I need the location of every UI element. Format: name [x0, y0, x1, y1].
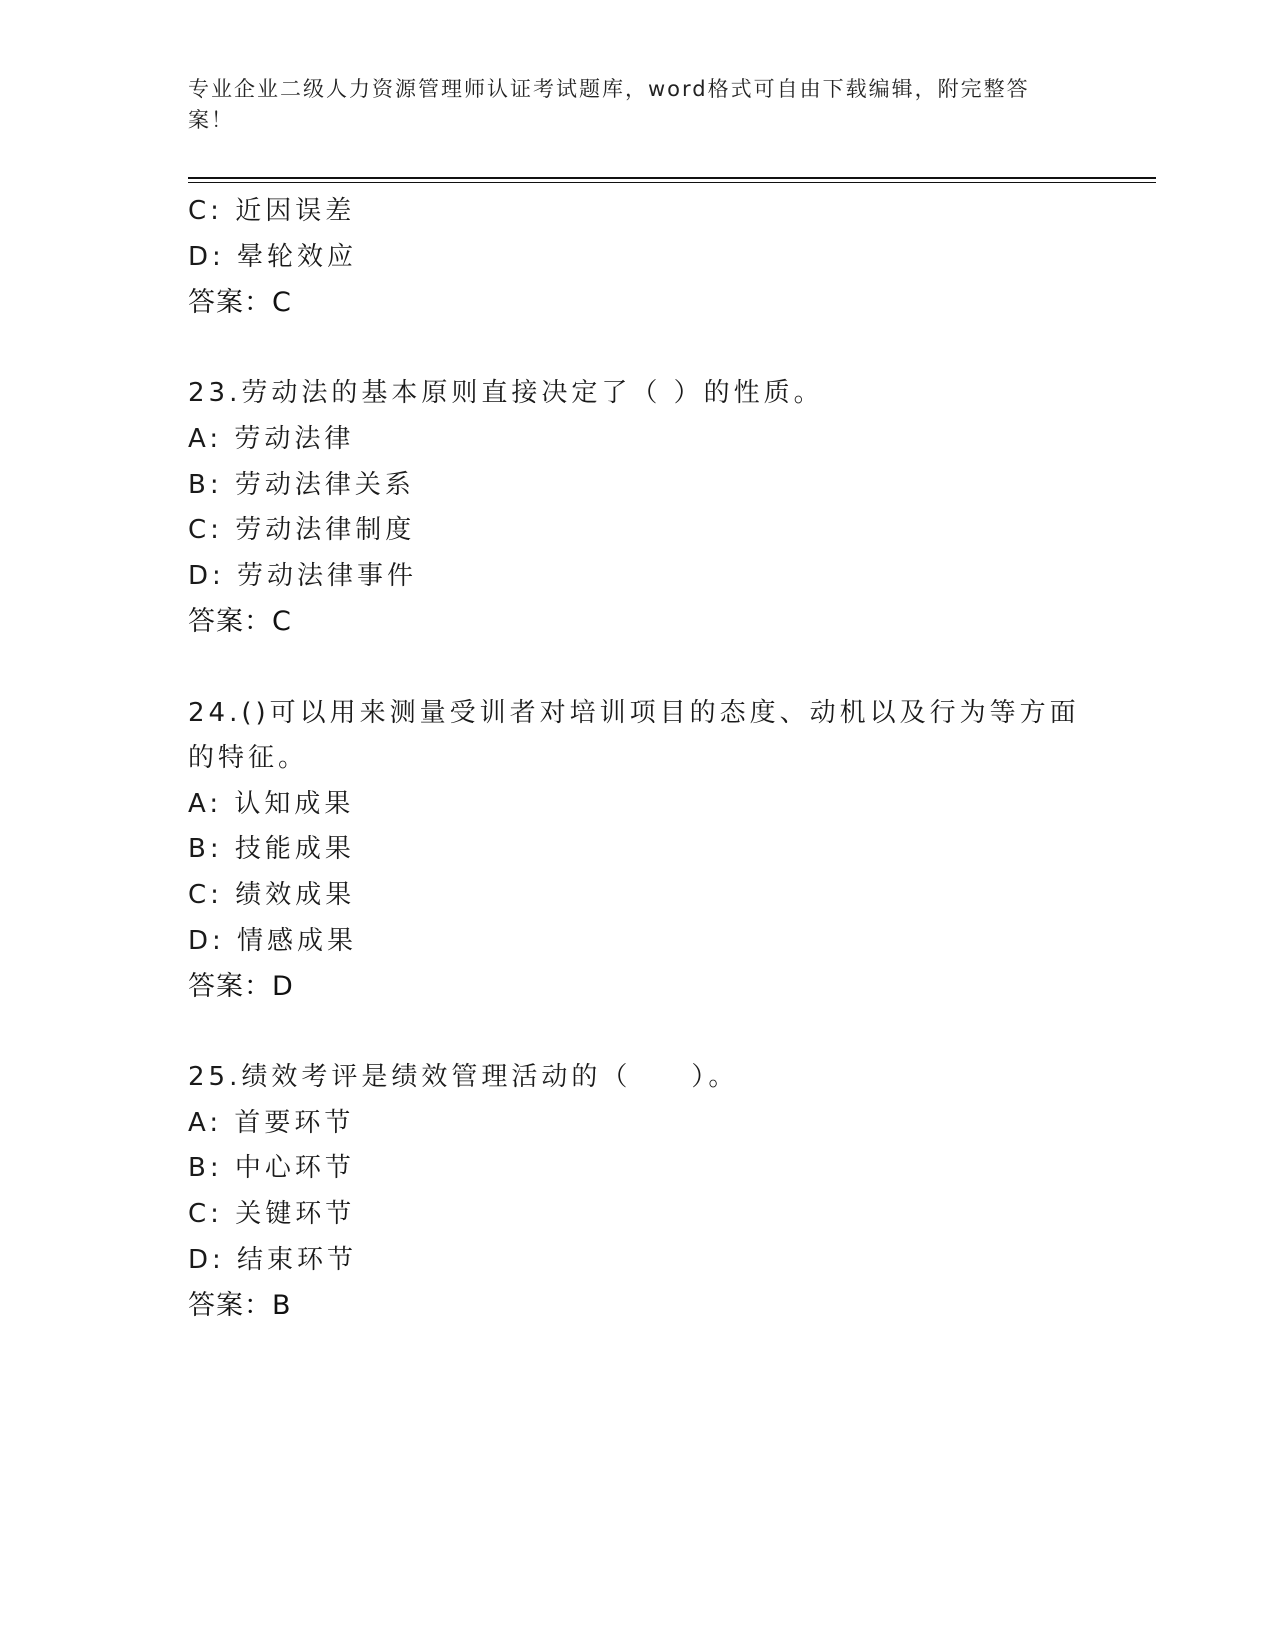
option-line	[188, 1192, 1088, 1238]
option-line	[188, 189, 1088, 235]
option-text: 认知成果	[234, 788, 355, 819]
option-line	[188, 235, 1088, 281]
option-line	[188, 919, 1088, 965]
option-key: C:	[188, 879, 223, 910]
option-text: 近因误差	[235, 196, 356, 226]
option-key: C:	[188, 196, 223, 226]
option-line	[188, 827, 1088, 873]
option-key: D:	[188, 560, 225, 591]
option-line	[188, 508, 1088, 554]
option-line	[188, 463, 1088, 509]
option-key: C:	[188, 515, 223, 546]
question-content	[188, 189, 1088, 1329]
option-key: D:	[188, 241, 225, 272]
option-text: 中心环节	[234, 1153, 355, 1184]
question-stem: 25.绩效考评是绩效管理活动的（ ）。	[188, 1062, 739, 1093]
question-stem: 24.()可以用来测量受训者对培训项目的态度、动机以及行为等方面的特征。	[188, 697, 1080, 774]
option-text: 劳动法律制度	[235, 515, 416, 546]
option-key: A:	[188, 1107, 223, 1138]
option-line	[188, 1146, 1088, 1192]
option-line	[188, 782, 1088, 828]
document-header: 专业企业二级人力资源管理师认证考试题库，word格式可自由下载编辑，附完整答案！	[188, 77, 1030, 132]
option-text: 劳动法律关系	[234, 469, 415, 500]
option-key: A:	[188, 423, 223, 454]
answer-line: 答案：C	[188, 606, 292, 638]
option-text: 首要环节	[234, 1107, 355, 1138]
option-text: 劳动法律	[234, 423, 355, 454]
answer-line: 答案：B	[188, 1290, 292, 1322]
option-key: B:	[188, 834, 223, 865]
option-text: 技能成果	[234, 834, 355, 865]
option-key: D:	[188, 925, 225, 956]
spacer	[188, 326, 1088, 372]
option-line	[188, 417, 1088, 463]
option-key: A:	[188, 788, 223, 819]
option-text: 劳动法律事件	[237, 560, 418, 591]
header-rule-thick	[188, 177, 1156, 179]
option-key: B:	[188, 1153, 223, 1184]
spacer	[188, 645, 1088, 691]
question-stem: 23.劳动法的基本原则直接决定了（ ）的性质。	[188, 378, 824, 409]
spacer	[188, 1010, 1088, 1056]
answer-line: 答案：C	[188, 287, 292, 319]
header-rule-thin	[188, 182, 1156, 183]
answer-line: 答案：D	[188, 971, 294, 1003]
option-line	[188, 873, 1088, 919]
option-line	[188, 1238, 1088, 1284]
option-key: C:	[188, 1199, 223, 1230]
option-line	[188, 1101, 1088, 1147]
option-text: 晕轮效应	[237, 241, 358, 272]
option-text: 绩效成果	[235, 879, 356, 910]
option-text: 情感成果	[237, 925, 358, 956]
option-key: B:	[188, 469, 223, 500]
option-text: 结束环节	[237, 1244, 358, 1275]
option-text: 关键环节	[235, 1199, 356, 1230]
option-line	[188, 554, 1088, 600]
option-key: D:	[188, 1244, 225, 1275]
